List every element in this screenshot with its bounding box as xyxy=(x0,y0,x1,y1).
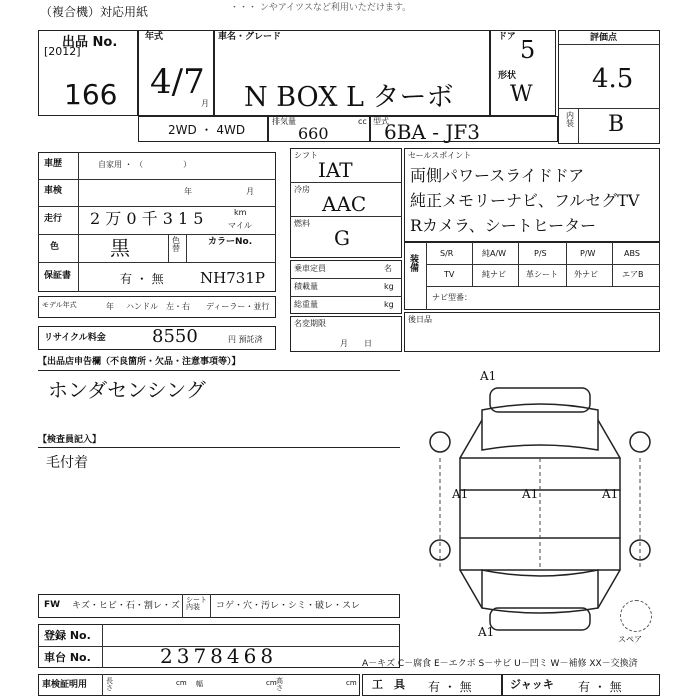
lot-label: 出品 No. xyxy=(62,35,118,50)
handle-options: ハンドル 左・右 xyxy=(126,302,190,311)
damage-mark: A1 xyxy=(522,487,539,501)
interior-value: B xyxy=(608,112,625,137)
mileage-mile: マイル xyxy=(228,221,252,230)
color-no-label: カラーNo. xyxy=(208,237,253,247)
equip-airbag: エアB xyxy=(622,270,644,279)
capacity-unit: 名 xyxy=(384,264,392,273)
model-value: 6BA - JF3 xyxy=(384,120,480,144)
grade-label: 評価点 xyxy=(590,33,618,43)
car-name: N BOX L ターボ xyxy=(244,82,454,113)
chassis-label: 車台 No. xyxy=(44,651,91,664)
equip-navi: 純ナビ xyxy=(482,270,506,279)
equip-tv: TV xyxy=(444,270,455,279)
color-label: 色 xyxy=(50,242,60,252)
warranty-label: 保証書 xyxy=(44,271,72,281)
name-label: 車名・グレード xyxy=(218,32,282,42)
gross-label: 総重量 xyxy=(294,300,318,309)
shift-label: シフト xyxy=(294,151,318,160)
damage-mark: A1 xyxy=(478,625,495,639)
inspection-label: 車検 xyxy=(44,186,63,196)
cert-height-cm: cm xyxy=(346,679,357,687)
later-box xyxy=(404,312,660,352)
recycle-unit: 円 預託済 xyxy=(228,335,263,344)
recycle-value: 8550 xyxy=(152,326,198,347)
equip-sr: S/R xyxy=(440,249,454,258)
jack-options: 有 ・ 無 xyxy=(578,680,622,694)
navi-model-label: ナビ型番： xyxy=(432,293,472,302)
cert-label: 車検証明用 xyxy=(42,680,88,690)
seat-label: シート内装 xyxy=(186,596,207,611)
history-options: 自家用 ・ （ ） xyxy=(98,160,192,169)
warranty-options: 有 ・ 無 xyxy=(120,272,164,286)
shape-label: 形状 xyxy=(498,71,517,81)
equip-leather: 革シート xyxy=(526,270,558,279)
history-label: 車歴 xyxy=(44,159,63,169)
lot-year: [2012] xyxy=(44,45,81,58)
year-label: 年式 xyxy=(145,32,164,42)
lot-number: 166 xyxy=(64,78,118,111)
equip-aw: 純A/W xyxy=(482,249,507,258)
seller-notes-text: ホンダセンシング xyxy=(48,378,206,402)
tools-label: 工 具 xyxy=(372,678,405,691)
load-unit: kg xyxy=(384,282,394,291)
sales-line-3: Rカメラ、シートヒーター xyxy=(410,216,597,235)
equip-label: 装備 xyxy=(410,255,420,274)
registration-label: 登録 No. xyxy=(44,629,91,642)
fw-items: キズ・ヒビ・石・割レ・ズ xyxy=(72,601,180,611)
gross-unit: kg xyxy=(384,300,394,309)
grade-value: 4.5 xyxy=(592,64,634,94)
mileage-value: 2 万 0 千 3 1 5 xyxy=(90,209,204,228)
spare-tire-icon xyxy=(620,600,652,632)
cert-length: 長さ xyxy=(106,677,113,692)
jack-label: ジャッキ xyxy=(510,678,554,691)
mileage-km: km xyxy=(234,208,247,217)
model-year-unit: 年 xyxy=(106,302,114,311)
year-value: 4/7 xyxy=(150,62,205,102)
inspector-label: 【検査員記入】 xyxy=(38,435,102,445)
later-label: 後日品 xyxy=(408,315,432,324)
year-unit: 月 xyxy=(201,99,209,108)
inspection-month: 月 xyxy=(246,187,254,196)
displacement-value: 660 xyxy=(298,124,329,143)
name-change-unit: 月 日 xyxy=(340,339,372,348)
interior-label: 内装 xyxy=(566,111,574,128)
ac-value: AAC xyxy=(322,192,367,216)
tools-options: 有 ・ 無 xyxy=(428,680,472,694)
fw-label: FW xyxy=(44,600,61,610)
name-change-label: 名変期限 xyxy=(294,319,326,328)
cert-width: 幅 xyxy=(196,680,203,688)
inspector-text: 毛付着 xyxy=(46,455,88,471)
inspection-year: 年 xyxy=(184,187,192,196)
form-note: （複合機）対応用紙 xyxy=(40,5,149,19)
cert-width-cm: cm xyxy=(266,679,277,687)
fuel-label: 燃料 xyxy=(294,219,310,228)
mileage-label: 走行 xyxy=(44,214,63,224)
fuel-value: G xyxy=(334,226,350,250)
load-label: 積載量 xyxy=(294,282,318,291)
damage-mark: A1 xyxy=(602,487,619,501)
shape-value: W xyxy=(510,82,533,107)
top-partial-text: ・・・ ンやアイツスなど利用いただけます。 xyxy=(230,3,412,13)
dealer-options: ディーラー・並行 xyxy=(206,302,270,311)
recycle-label: リサイクル料金 xyxy=(44,333,106,343)
shift-value: IAT xyxy=(318,158,353,182)
chassis-value: 2378468 xyxy=(160,644,278,668)
sales-line-2: 純正メモリーナビ、フルセグTV xyxy=(410,191,640,210)
equip-pw: P/W xyxy=(580,249,596,258)
ac-label: 冷房 xyxy=(294,185,310,194)
equip-ext-navi: 外ナビ xyxy=(574,270,598,279)
drive-options: 2WD ・ 4WD xyxy=(168,123,246,137)
cc-label: cc xyxy=(358,117,367,126)
seller-notes-label: 【出品店申告欄（不良箇所・欠品・注意事項等）】 xyxy=(38,357,241,367)
damage-legend: A－キズ C－腐食 E－エクボ S－サビ U－凹ミ W－補修 XX－交換済 xyxy=(362,659,638,669)
cert-length-cm: cm xyxy=(176,679,187,687)
capacity-label: 乗車定員 xyxy=(294,264,326,273)
color-change-label: 色替 xyxy=(172,236,180,253)
doors-label: ドア xyxy=(498,32,516,42)
equip-abs: ABS xyxy=(624,249,640,258)
model-year-label: モデル年式 xyxy=(42,301,77,309)
damage-mark: A1 xyxy=(480,369,497,383)
equip-ps: P/S xyxy=(534,249,547,258)
sales-label: セールスポイント xyxy=(408,151,472,160)
spare-label: スペア xyxy=(618,635,642,644)
color-no-value: NH731P xyxy=(200,269,265,287)
sales-line-1: 両側パワースライドドア xyxy=(410,166,585,185)
seat-items: コゲ・穴・汚レ・シミ・破レ・スレ xyxy=(216,601,361,611)
color-value: 黒 xyxy=(110,236,130,260)
doors-value: 5 xyxy=(520,36,536,64)
model-label: 型式 xyxy=(373,117,389,126)
damage-mark: A1 xyxy=(452,487,469,501)
displacement-label: 排気量 xyxy=(272,117,296,126)
cert-height: 高さ xyxy=(276,677,283,692)
